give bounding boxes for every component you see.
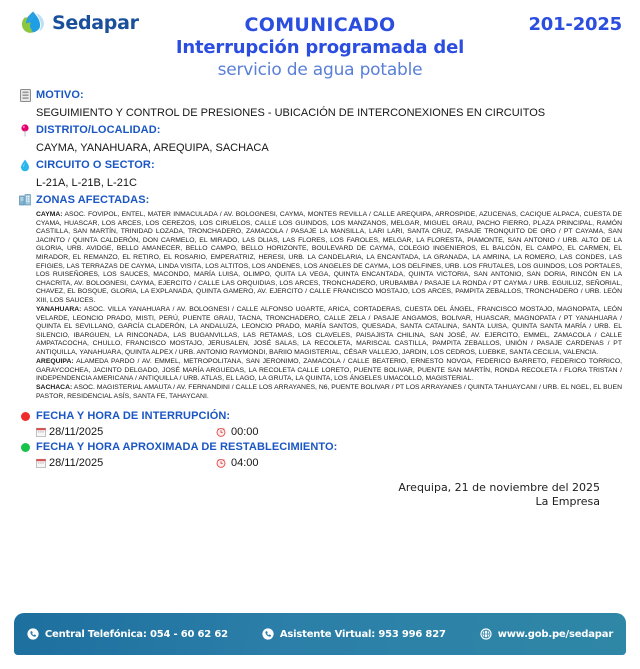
interruption-label: FECHA Y HORA DE INTERRUPCIÓN: (36, 409, 231, 422)
map-pin-icon (14, 123, 36, 140)
footer-website[interactable] (480, 628, 613, 640)
clock-icon (216, 458, 226, 468)
section-distrito (14, 123, 626, 140)
circuito-label: CIRCUITO O SECTOR: (36, 159, 155, 171)
signature-signer: La Empresa (535, 494, 600, 508)
zonas-label: ZONAS AFECTADAS: (36, 194, 150, 206)
restoration-date-group (36, 457, 216, 469)
comunicado-label: COMUNICADO (244, 14, 396, 36)
section-circuito (14, 158, 626, 175)
zona-streets: ALAMEDA PARDO / AV. EMMEL, METROPOLITANA, SAN JERONIMO, ZAMACOLA / CALLE BEATERIO, ERNESTO NOVOA, FEDERICO BARRETO, FEDERICO TORRICO, GARAYCOCHEA, JACINTO DELGADO, JOSÉ MARÍA ARGUEDAS, LA RECOLETA CALLE LORETO, PUENTE BOLIVAR, PUENTE SAN MARTÍN, RONDA RECOLETA / FLORA TRISTAN / INDEPENDENCIA AMERICANA / ANTIQUILLA / URB. ATLAS, EL LAGO, LA GRUTA, LA QUINTA, LOS ÁNGELES UMACOLLO, MAGISTERIAL. (36, 358, 622, 383)
interruption-time: 00:00 (231, 425, 259, 438)
footer-virtual-assistant[interactable] (262, 628, 446, 640)
sedapar-logo-icon (18, 8, 48, 38)
sedapar-logo (18, 8, 139, 38)
whatsapp-icon (262, 628, 274, 640)
dates-block (14, 409, 626, 469)
zona-district-name: YANAHUARA: (36, 306, 82, 314)
title-line-1: Interrupción programada del (175, 37, 465, 58)
zonas-text-block (36, 211, 622, 402)
zona-streets: ASOC. MAGISTERIAL AMAUTA / AV. FERNANDINI / CALLE LOS ARRAYANES, N6, PUENTE BOLIVAR / PT LOS ARRAYANES / QUINTA TAHUAYCANI / URB. EL NGEL, EL BUEN PASTOR, RESIDENCIAL ASÍS, SANTA FE, TAHAYCANI. (36, 384, 622, 400)
comunicado-number: 201-2025 (528, 14, 622, 35)
restoration-date: 28/11/2025 (49, 456, 104, 469)
zona-streets: ASOC. VILLA YANAHUARA / AV. BOLOGNESI / CALLE ALFONSO UGARTE, ARICA, CORTADERAS, CUESTA DEL ÁNGEL, FRANCISCO MOSTAJO, MAGNOPATA, LEÓN VELARDE, LEONCIO PRADO, MISTI, PERÚ, PUENTE GRAU, TACNA, TRONCHADERO, CALLE ZELA / PASAJE ANGAMOS, BOLIVAR, HUASCAR, MAGNOPATA / PT YANAHUARA / QUINTA EL SEVILLANO, GARCÍA CLADERÓN, LA ANDALUZA, LEONCIO PRADO, MARÍA SANTOS, QUESADA, SANTA CATALINA, SANTA LUISA, QUINTA SANTA MARÍA / URB. EL SILENCIO, IBARGUEN, LA RINCONADA, LAS BUGANVILLAS, LAS RETAMAS, LOS CLAVELES, PAISAJISTA CHILINA, SAN JOSÉ, AV. EJERCITO, EMMEL, ZAMACOLA / CALLE AMPATACOCHA, CHULLO, FRANCISCO MOSTAJO, JERUSALEN, JOSÉ SALAS, LA RECOLETA, MARISCAL CASTILLA, PAMPITA ZEBALLOS, UNIÓN / PASAJE CARDENAS / PT ANTIQUILLA, YANAHUARA, QUINTA ALPEX / URB. ANTONIO RAYMONDI, BARIIO MAGISTERIAL, CÉSAR VALLEJO, JARDIN, LOS CEDROS, LUEBKE, SANTA CECILIA, VALENCIA. (36, 306, 622, 356)
restoration-time-group (216, 457, 259, 469)
motivo-label: MOTIVO: (36, 89, 84, 101)
water-drop-icon (14, 158, 36, 175)
distrito-value: CAYMA, YANAHUARA, AREQUIPA, SACHACA (36, 142, 269, 154)
restoration-label: FECHA Y HORA APROXIMADA DE RESTABLECIMIENTO: (36, 440, 338, 453)
buildings-icon (14, 193, 36, 209)
phone-icon (27, 628, 39, 640)
interruption-values (36, 426, 626, 438)
circuito-value: L-21A, L-21B, L-21C (36, 177, 137, 189)
brand-name: Sedapar (52, 12, 139, 34)
header (0, 0, 640, 86)
footer-website-text: www.gob.pe/sedapar (497, 628, 614, 640)
red-dot-icon (14, 409, 36, 424)
restoration-values (36, 457, 626, 469)
clock-icon (216, 427, 226, 437)
zona-entry (36, 358, 622, 384)
interruption-time-group (216, 426, 259, 438)
section-interruption (14, 409, 626, 424)
calendar-icon (36, 427, 45, 436)
document-icon (14, 88, 36, 105)
content (0, 88, 640, 509)
section-zonas (14, 193, 626, 209)
zona-district-name: AREQUIPA: (36, 358, 74, 366)
section-restoration (14, 440, 626, 455)
footer-phone[interactable] (27, 628, 228, 640)
zona-entry (36, 211, 622, 306)
motivo-value: SEGUIMIENTO Y CONTROL DE PRESIONES - UBICACIÓN DE INTERCONEXIONES EN CIRCUITOS (36, 107, 546, 119)
zona-streets: ASOC. FOVIPOL, ENTEL, MATER INMACULADA / AV. BOLOGNESI, CAYMA, MONTES REVILLA / CALLE AREQUIPA, ARROSPIDE, AZUCENAS, CACIQUE ALPACA, CUESTA DE CYAMA, HUASCAR, LOS ARCES, LOS CEREZOS, LOS CIRUELOS, CALLE LOS GUINDOS, LOS MANZANOS, MELGAR, MIGUEL GRAU, PACHO FIERRO, PLAZA PRINCIPAL, RAMÓN CASTILLA, SAN MARTÍN, TRINIDAD LOZADA, TRONCHADERO, ZAMACOLA / PASAJE LA MANSILLA, LARI LARI, SANTA CRUZ, PASAJE TRONQUITO DE ORO / PT CAYAMA, SAN JACINTO / QUINTA CALDERÓN, DON CARMELO, EL MIRADO, LAS DLIAS, LAS FLORES, LOS FAROLES, MELGAR, LA FLORESTA, PIAMONTE, SAN ANTONIO / URB. ALTO DE LA GLORIA, URB. AVIDGE, BELLO AMANECER, BELLO CAMPO, BELLO HORIZONTE, BOULEVARD DE CAYMA, COLEGIO INGENIEROS, EL BALCÓN, EL CAMPO, EL CARMEN, EL MIRADOR, EL REMANZO, EL RETIRO, EL ROSARIO, EMPERATRIZ, HERESI, URB. LA CANDELARIA, LA ENCANTADA, LA GRANADA, LA AMRINA, LA ROMERO, LAS CONDES, LAS EFIGIES, LAS TERRAZAS DE CAYMA, LINDA VISITA, LOS ALTITOS, LOS ANDENES, LOS ANGELES DE CAYMA, LOS DELFINES, URB. LOS FRUTALES, LOS GUINDOS, LOS PORTALES, LOS RUISEÑORES, LOS SAUCES, MACONDO, MARÍA LUISA, OLIMPO, QUITA LA VEGA, QUINTA ENCANTADA, QUINTA VICTORIA, SAN ANTONIO, SAN DORIA, RINCÓN EN LA CHACRITA, AV. BOLOGNESI, CAYMA, EJERCITO / CALLE LAS ORQUIDIAS, LOS ARCES, TRONCHADERO, URUBAMBA / PASAJE LA RONDA / PT CAYMA / URB. EGUILUZ, SEÑORIAL, CHAVEZ, EL BOSQUE, GLORIA, LA EXPLANADA, QUINTA GAMERO, AV. EJERCITO / CALLE FRANCISCO MOSTAJO, LOS ARCES, PAMPITA ZEBALLOS, TRONCHADERO / URB. LEÓN XIII, LOS SAUCES. (36, 211, 622, 304)
zona-district-name: CAYMA: (36, 211, 63, 218)
signature-place-date: Arequipa, 21 de noviembre del 2025 (398, 480, 600, 494)
distrito-label: DISTRITO/LOCALIDAD: (36, 124, 161, 136)
restoration-time: 04:00 (231, 456, 259, 469)
section-motivo (14, 88, 626, 105)
zona-district-name: SACHACA: (36, 384, 73, 392)
signature-block (14, 481, 626, 509)
interruption-date-group (36, 426, 216, 438)
calendar-icon (36, 458, 45, 467)
green-dot-icon (14, 440, 36, 455)
zona-entry (36, 384, 622, 401)
globe-icon (480, 628, 492, 640)
zona-entry (36, 306, 622, 358)
footer (14, 613, 626, 655)
interruption-date: 28/11/2025 (49, 425, 104, 438)
footer-virtual-assistant-text: Asistente Virtual: 953 996 827 (279, 628, 446, 640)
footer-phone-text: Central Telefónica: 054 - 60 62 62 (44, 628, 228, 640)
title-line-2: servicio de agua potable (217, 60, 423, 80)
